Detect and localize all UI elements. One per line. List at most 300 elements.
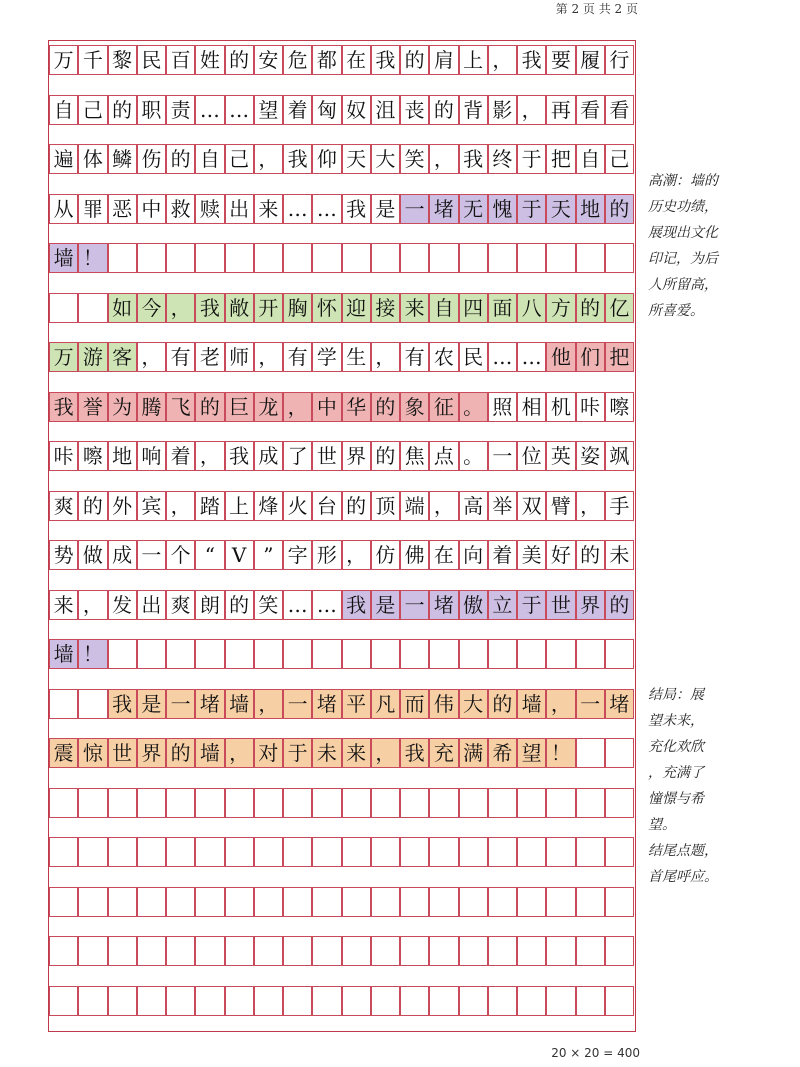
grid-cell: 农	[429, 342, 458, 372]
grid-cell: 自	[195, 144, 224, 174]
grid-cell: 华	[342, 392, 371, 422]
grid-cell: 己	[605, 144, 634, 174]
grid-cell: 的	[371, 392, 400, 422]
grid-cell	[371, 639, 400, 669]
note-line: 历史功绩，	[648, 199, 718, 215]
note-line: 首尾呼应。	[648, 869, 718, 885]
grid-cell: 千	[78, 45, 107, 75]
grid-cell: ，	[576, 491, 605, 521]
grid-cell	[283, 837, 312, 867]
grid-cell: 从	[49, 194, 78, 224]
grid-cell	[78, 837, 107, 867]
grid-cell	[459, 936, 488, 966]
grid-cell: 中	[312, 392, 341, 422]
grid-cell: 征	[429, 392, 458, 422]
grid-cell: ，	[371, 342, 400, 372]
grid-row	[49, 45, 634, 75]
grid-cell: 自	[49, 95, 78, 125]
grid-cell: 学	[312, 342, 341, 372]
grid-cell: 游	[78, 342, 107, 372]
grid-cell	[78, 936, 107, 966]
grid-cell	[488, 639, 517, 669]
grid-cell	[166, 788, 195, 818]
note-line: 结尾点题，	[648, 843, 718, 859]
grid-cell: 出	[225, 194, 254, 224]
grid-cell: 位	[517, 441, 546, 471]
grid-row	[49, 441, 634, 471]
grid-cell	[342, 986, 371, 1016]
grid-cell: 民	[137, 45, 166, 75]
grid-cell	[371, 887, 400, 917]
grid-row	[49, 639, 634, 669]
grid-cell	[429, 986, 458, 1016]
grid-cell: 成	[108, 540, 137, 570]
grid-cell: 笑	[400, 144, 429, 174]
grid-cell: 发	[108, 590, 137, 620]
grid-cell	[225, 887, 254, 917]
grid-cell: 安	[254, 45, 283, 75]
grid-cell	[137, 837, 166, 867]
grid-cell: 一	[137, 540, 166, 570]
grid-cell	[488, 243, 517, 273]
grid-cell: 胸	[283, 293, 312, 323]
note-line: 结局：展	[648, 687, 704, 703]
grid-cell: 的	[400, 45, 429, 75]
grid-row	[49, 144, 634, 174]
grid-cell: ，	[166, 293, 195, 323]
grid-cell: 望	[254, 95, 283, 125]
grid-cell: ，	[254, 342, 283, 372]
grid-cell	[78, 887, 107, 917]
grid-cell: 咔	[576, 392, 605, 422]
grid-cell: 墙	[49, 639, 78, 669]
grid-cell	[605, 986, 634, 1016]
grid-cell	[225, 986, 254, 1016]
grid-cell: 上	[459, 45, 488, 75]
grid-cell: 界	[137, 738, 166, 768]
grid-cell	[429, 887, 458, 917]
grid-cell	[459, 837, 488, 867]
grid-cell	[225, 936, 254, 966]
grid-cell: 把	[605, 342, 634, 372]
grid-cell	[312, 936, 341, 966]
grid-cell	[137, 986, 166, 1016]
grid-cell: 接	[371, 293, 400, 323]
grid-cell: 敞	[225, 293, 254, 323]
grid-cell: 。	[459, 392, 488, 422]
grid-cell: 立	[488, 590, 517, 620]
grid-cell	[166, 639, 195, 669]
grid-cell: 的	[195, 392, 224, 422]
grid-cell: 地	[576, 194, 605, 224]
grid-cell: ”	[254, 540, 283, 570]
grid-cell: 来	[254, 194, 283, 224]
grid-cell: V	[225, 540, 254, 570]
grid-cell	[342, 936, 371, 966]
grid-cell: 烽	[254, 491, 283, 521]
note-line: 望未来，	[648, 713, 704, 729]
grid-cell	[576, 936, 605, 966]
grid-cell: 的	[488, 689, 517, 719]
grid-cell	[576, 986, 605, 1016]
grid-cell: 的	[605, 194, 634, 224]
grid-row	[49, 738, 634, 768]
grid-cell	[312, 887, 341, 917]
grid-cell: 凡	[371, 689, 400, 719]
note-line: 望。	[648, 817, 676, 833]
grid-cell: 火	[283, 491, 312, 521]
grid-cell: 有	[166, 342, 195, 372]
grid-cell: 于	[517, 590, 546, 620]
grid-cell: 手	[605, 491, 634, 521]
composition-grid	[48, 40, 636, 1032]
grid-cell: 罪	[78, 194, 107, 224]
grid-cell: 宾	[137, 491, 166, 521]
grid-cell: 生	[342, 342, 371, 372]
grid-cell	[312, 986, 341, 1016]
grid-cell	[605, 887, 634, 917]
grid-cell: ，	[429, 491, 458, 521]
grid-cell: 丧	[400, 95, 429, 125]
grid-cell	[108, 837, 137, 867]
grid-cell: …	[488, 342, 517, 372]
grid-cell: 无	[459, 194, 488, 224]
grid-cell	[488, 986, 517, 1016]
grid-cell: 天	[342, 144, 371, 174]
grid-row	[49, 95, 634, 125]
note-line: 人所留高，	[648, 277, 718, 293]
grid-row	[49, 689, 634, 719]
grid-cell	[605, 639, 634, 669]
grid-cell: 好	[546, 540, 575, 570]
grid-row	[49, 887, 634, 917]
grid-cell: 我	[459, 144, 488, 174]
grid-cell	[254, 639, 283, 669]
grid-cell: 成	[254, 441, 283, 471]
grid-cell	[195, 243, 224, 273]
grid-cell	[400, 887, 429, 917]
grid-cell: 把	[546, 144, 575, 174]
grid-cell: ，	[342, 540, 371, 570]
grid-cell: 的	[429, 95, 458, 125]
grid-cell: 机	[546, 392, 575, 422]
grid-cell: 的	[576, 293, 605, 323]
grid-cell: 充	[429, 738, 458, 768]
grid-cell: 咔	[49, 441, 78, 471]
grid-cell	[283, 639, 312, 669]
grid-cell: 端	[400, 491, 429, 521]
grid-cell	[459, 887, 488, 917]
grid-cell: 臂	[546, 491, 575, 521]
grid-cell: 他	[546, 342, 575, 372]
grid-cell: 我	[342, 194, 371, 224]
note-line: 憧憬与希	[648, 791, 704, 807]
grid-cell: ，	[225, 738, 254, 768]
grid-cell: 肩	[429, 45, 458, 75]
grid-cell: 外	[108, 491, 137, 521]
grid-cell	[137, 936, 166, 966]
grid-cell: 终	[488, 144, 517, 174]
grid-cell	[166, 837, 195, 867]
grid-cell	[49, 936, 78, 966]
grid-cell	[517, 986, 546, 1016]
grid-cell: 傲	[459, 590, 488, 620]
grid-cell: 望	[517, 738, 546, 768]
grid-cell: 的	[225, 45, 254, 75]
note-line: ，充满了	[648, 765, 704, 781]
grid-cell	[312, 837, 341, 867]
grid-cell	[371, 243, 400, 273]
margin-note-climax	[648, 168, 718, 324]
grid-cell: 姓	[195, 45, 224, 75]
grid-cell: 行	[605, 45, 634, 75]
grid-cell: 职	[137, 95, 166, 125]
grid-cell	[429, 788, 458, 818]
grid-cell	[576, 887, 605, 917]
grid-cell	[312, 788, 341, 818]
grid-cell	[166, 936, 195, 966]
grid-row	[49, 243, 634, 273]
grid-cell	[546, 788, 575, 818]
grid-cell: 墙	[225, 689, 254, 719]
grid-cell: ，	[195, 441, 224, 471]
grid-cell	[49, 689, 78, 719]
grid-cell: 体	[78, 144, 107, 174]
grid-cell	[488, 837, 517, 867]
grid-cell	[225, 788, 254, 818]
grid-cell	[78, 689, 107, 719]
grid-cell: 看	[605, 95, 634, 125]
grid-cell: 一	[166, 689, 195, 719]
grid-cell: 的	[225, 590, 254, 620]
margin-note-ending	[648, 682, 718, 890]
grid-cell: 震	[49, 738, 78, 768]
grid-cell	[459, 639, 488, 669]
grid-cell: 界	[342, 441, 371, 471]
grid-cell	[78, 986, 107, 1016]
grid-cell: …	[283, 590, 312, 620]
grid-cell: 飒	[605, 441, 634, 471]
grid-cell	[283, 788, 312, 818]
grid-cell: 美	[517, 540, 546, 570]
grid-cell	[195, 837, 224, 867]
grid-cell	[605, 243, 634, 273]
grid-cell: 笑	[254, 590, 283, 620]
grid-count-footer: 20 × 20 = 400	[551, 1046, 640, 1060]
grid-cell	[283, 243, 312, 273]
grid-cell: 自	[429, 293, 458, 323]
grid-cell	[195, 639, 224, 669]
grid-cell: 是	[371, 194, 400, 224]
grid-cell: ，	[371, 738, 400, 768]
grid-cell	[108, 639, 137, 669]
grid-cell: 高	[459, 491, 488, 521]
grid-cell: 的	[605, 590, 634, 620]
grid-cell: 迎	[342, 293, 371, 323]
grid-cell	[195, 887, 224, 917]
grid-cell: 平	[342, 689, 371, 719]
grid-cell	[371, 986, 400, 1016]
grid-row	[49, 986, 634, 1016]
grid-row	[49, 342, 634, 372]
grid-cell: 有	[283, 342, 312, 372]
grid-cell: 着	[283, 95, 312, 125]
grid-cell: 如	[108, 293, 137, 323]
grid-cell	[576, 243, 605, 273]
grid-row	[49, 392, 634, 422]
grid-cell: 未	[312, 738, 341, 768]
grid-cell: 怀	[312, 293, 341, 323]
grid-cell: 墙	[195, 738, 224, 768]
grid-cell	[108, 887, 137, 917]
grid-cell: 再	[546, 95, 575, 125]
grid-cell	[254, 986, 283, 1016]
grid-cell	[546, 837, 575, 867]
grid-cell: 一	[400, 194, 429, 224]
grid-cell: 满	[459, 738, 488, 768]
grid-cell	[254, 837, 283, 867]
grid-cell: 对	[254, 738, 283, 768]
grid-cell: 势	[49, 540, 78, 570]
grid-cell: 未	[605, 540, 634, 570]
grid-cell	[546, 243, 575, 273]
grid-cell	[342, 788, 371, 818]
grid-cell	[429, 936, 458, 966]
grid-cell	[108, 986, 137, 1016]
grid-cell: 朗	[195, 590, 224, 620]
grid-cell	[195, 986, 224, 1016]
grid-cell: 开	[254, 293, 283, 323]
grid-cell: 师	[225, 342, 254, 372]
grid-cell: 世	[546, 590, 575, 620]
grid-cell: 我	[283, 144, 312, 174]
grid-row	[49, 788, 634, 818]
grid-cell: 个	[166, 540, 195, 570]
grid-cell	[546, 936, 575, 966]
grid-cell: 上	[225, 491, 254, 521]
grid-cell: ，	[517, 95, 546, 125]
grid-cell: 大	[459, 689, 488, 719]
grid-cell: 出	[137, 590, 166, 620]
grid-cell: 腾	[137, 392, 166, 422]
grid-cell: 民	[459, 342, 488, 372]
grid-cell: 鳞	[108, 144, 137, 174]
grid-cell: 万	[49, 45, 78, 75]
grid-cell: 的	[108, 95, 137, 125]
grid-cell	[576, 738, 605, 768]
grid-cell: 字	[283, 540, 312, 570]
grid-cell: 。	[459, 441, 488, 471]
grid-cell: ，	[283, 392, 312, 422]
grid-cell: 来	[49, 590, 78, 620]
grid-cell: 看	[576, 95, 605, 125]
grid-cell: 台	[312, 491, 341, 521]
grid-cell	[459, 986, 488, 1016]
grid-cell: 为	[108, 392, 137, 422]
grid-cell	[166, 887, 195, 917]
grid-cell: 来	[342, 738, 371, 768]
grid-cell	[576, 788, 605, 818]
note-line: 展现出文化	[648, 225, 718, 241]
grid-cell: …	[195, 95, 224, 125]
grid-cell	[400, 837, 429, 867]
grid-cell	[137, 639, 166, 669]
grid-cell	[283, 936, 312, 966]
grid-cell: 要	[546, 45, 575, 75]
grid-cell	[283, 986, 312, 1016]
grid-row	[49, 590, 634, 620]
grid-cell	[546, 986, 575, 1016]
grid-cell: …	[517, 342, 546, 372]
grid-cell: …	[283, 194, 312, 224]
grid-cell: 责	[166, 95, 195, 125]
grid-cell: ，	[429, 144, 458, 174]
grid-cell: 做	[78, 540, 107, 570]
grid-cell: 是	[137, 689, 166, 719]
grid-cell	[312, 243, 341, 273]
grid-cell: 而	[400, 689, 429, 719]
grid-cell	[517, 837, 546, 867]
grid-cell	[108, 788, 137, 818]
grid-cell: 一	[488, 441, 517, 471]
grid-cell: 一	[576, 689, 605, 719]
grid-cell: ，	[166, 491, 195, 521]
note-line: 所喜爱。	[648, 303, 704, 319]
grid-cell: 堵	[429, 590, 458, 620]
grid-cell: 照	[488, 392, 517, 422]
grid-cell	[225, 243, 254, 273]
grid-cell: 的	[342, 491, 371, 521]
grid-cell: 相	[517, 392, 546, 422]
grid-cell: 的	[166, 738, 195, 768]
note-line: 印记，为后	[648, 251, 718, 267]
grid-cell: 顶	[371, 491, 400, 521]
grid-cell: 于	[517, 194, 546, 224]
grid-cell: 巨	[225, 392, 254, 422]
grid-cell	[49, 887, 78, 917]
grid-cell: 龙	[254, 392, 283, 422]
grid-cell: …	[312, 194, 341, 224]
grid-row	[49, 936, 634, 966]
grid-cell: 老	[195, 342, 224, 372]
grid-cell	[49, 788, 78, 818]
grid-cell: ，	[546, 689, 575, 719]
grid-row	[49, 293, 634, 323]
grid-cell: 英	[546, 441, 575, 471]
grid-cell: 百	[166, 45, 195, 75]
grid-cell: 们	[576, 342, 605, 372]
grid-cell: 惊	[78, 738, 107, 768]
grid-cell	[605, 788, 634, 818]
grid-cell: 自	[576, 144, 605, 174]
grid-cell	[576, 837, 605, 867]
grid-cell: 希	[488, 738, 517, 768]
grid-cell: 我	[108, 689, 137, 719]
grid-cell: 世	[108, 738, 137, 768]
grid-cell: ，	[137, 342, 166, 372]
grid-cell: 点	[429, 441, 458, 471]
grid-cell: 己	[225, 144, 254, 174]
grid-cell: 万	[49, 342, 78, 372]
grid-cell: 爽	[49, 491, 78, 521]
grid-cell: 世	[312, 441, 341, 471]
grid-cell	[49, 986, 78, 1016]
grid-cell: 形	[312, 540, 341, 570]
grid-cell: 履	[576, 45, 605, 75]
grid-cell	[429, 243, 458, 273]
grid-cell: 是	[371, 590, 400, 620]
grid-row	[49, 540, 634, 570]
